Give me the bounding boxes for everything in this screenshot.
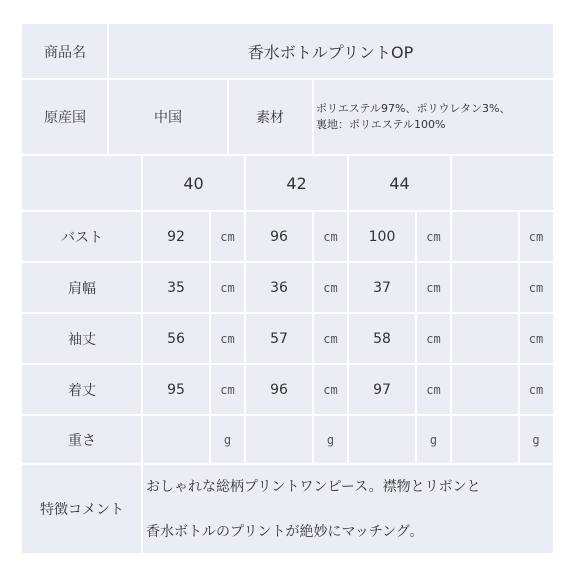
length-size-4 <box>451 364 519 415</box>
grid-line <box>141 155 143 553</box>
sleeve-unit-1: cm <box>220 331 235 346</box>
grid-line <box>22 261 553 263</box>
product-name-label: 商品名 <box>44 44 86 61</box>
length-unit-3: cm <box>426 382 441 397</box>
sleeve-size-2: 57 <box>270 330 288 347</box>
shoulder-size-3: 37 <box>373 279 391 296</box>
weight-size-4 <box>451 415 519 464</box>
bust-unit-2: cm <box>323 229 338 244</box>
weight-unit-3: g <box>429 432 438 447</box>
size-spec-table <box>22 24 553 553</box>
grid-line <box>22 463 553 465</box>
grid-line <box>347 155 349 464</box>
grid-line <box>450 155 452 464</box>
size-header-2: 42 <box>286 173 307 193</box>
material-line-2: 裏地：ポリエステル100% <box>316 118 446 131</box>
sleeve-unit-3: cm <box>426 331 441 346</box>
weight-unit-1: g <box>223 432 232 447</box>
grid-line <box>209 211 211 464</box>
weight-size-3 <box>348 415 416 464</box>
origin-label: 原産国 <box>44 110 86 126</box>
grid-line <box>22 154 553 156</box>
bust-unit-3: cm <box>426 229 441 244</box>
shoulder-size-4 <box>451 262 519 313</box>
length-size-2: 96 <box>270 381 288 398</box>
origin-value: 中国 <box>154 110 182 126</box>
comment-label: 特徴コメント <box>40 501 124 518</box>
shoulder-unit-4: cm <box>528 280 544 295</box>
grid-line <box>22 210 553 212</box>
comment-line-1: おしゃれな総柄プリントワンピース。襟物とリボンと <box>146 479 481 495</box>
bust-size-1: 92 <box>167 228 185 245</box>
material-label: 素材 <box>256 110 284 126</box>
grid-line <box>518 211 520 464</box>
shoulder-unit-2: cm <box>323 280 338 295</box>
grid-line <box>415 211 417 464</box>
sleeve-unit-4: cm <box>528 331 544 346</box>
row-label-bust: バスト <box>61 229 103 246</box>
row-label-length: 着丈 <box>68 382 96 399</box>
weight-unit-2: g <box>326 432 335 447</box>
grid-line <box>22 78 553 80</box>
grid-line <box>22 312 553 314</box>
grid-line <box>244 155 246 464</box>
grid-line <box>227 79 229 155</box>
bust-unit-4: cm <box>528 229 544 244</box>
row-label-shoulder: 肩幅 <box>68 280 96 297</box>
size-header-3: 44 <box>389 173 410 193</box>
product-name-value: 香水ボトルプリントOP <box>247 43 414 62</box>
weight-unit-4: g <box>532 432 540 447</box>
weight-size-1 <box>142 415 210 464</box>
shoulder-unit-1: cm <box>220 280 235 295</box>
sleeve-size-3: 58 <box>373 330 391 347</box>
material-line-1: ポリエステル97%、ポリウレタン3%、 <box>316 102 511 115</box>
sleeve-size-1: 56 <box>167 330 185 347</box>
comment-line-2: 香水ボトルのプリントが絶妙にマッチング。 <box>146 523 424 540</box>
material-value <box>314 79 553 155</box>
grid-line <box>107 24 109 155</box>
grid-line <box>22 414 553 416</box>
row-label-weight: 重さ <box>68 432 96 449</box>
grid-line <box>312 79 314 155</box>
bust-size-4 <box>451 211 519 262</box>
length-unit-4: cm <box>528 382 544 397</box>
shoulder-size-2: 36 <box>270 279 288 296</box>
sleeve-size-4 <box>451 313 519 364</box>
length-size-1: 95 <box>167 381 185 398</box>
grid-line <box>312 211 314 464</box>
bust-size-3: 100 <box>368 228 396 245</box>
shoulder-size-1: 35 <box>167 279 185 296</box>
length-unit-2: cm <box>323 382 338 397</box>
weight-size-2 <box>245 415 313 464</box>
bust-size-2: 96 <box>270 228 288 245</box>
length-size-3: 97 <box>373 381 391 398</box>
size-header-4 <box>451 155 553 211</box>
sleeve-unit-2: cm <box>323 331 338 346</box>
length-unit-1: cm <box>220 382 235 397</box>
shoulder-unit-3: cm <box>426 280 441 295</box>
grid-line <box>22 363 553 365</box>
size-header-1: 40 <box>183 173 204 193</box>
bust-unit-1: cm <box>220 229 235 244</box>
row-label-sleeve: 袖丈 <box>68 331 96 348</box>
